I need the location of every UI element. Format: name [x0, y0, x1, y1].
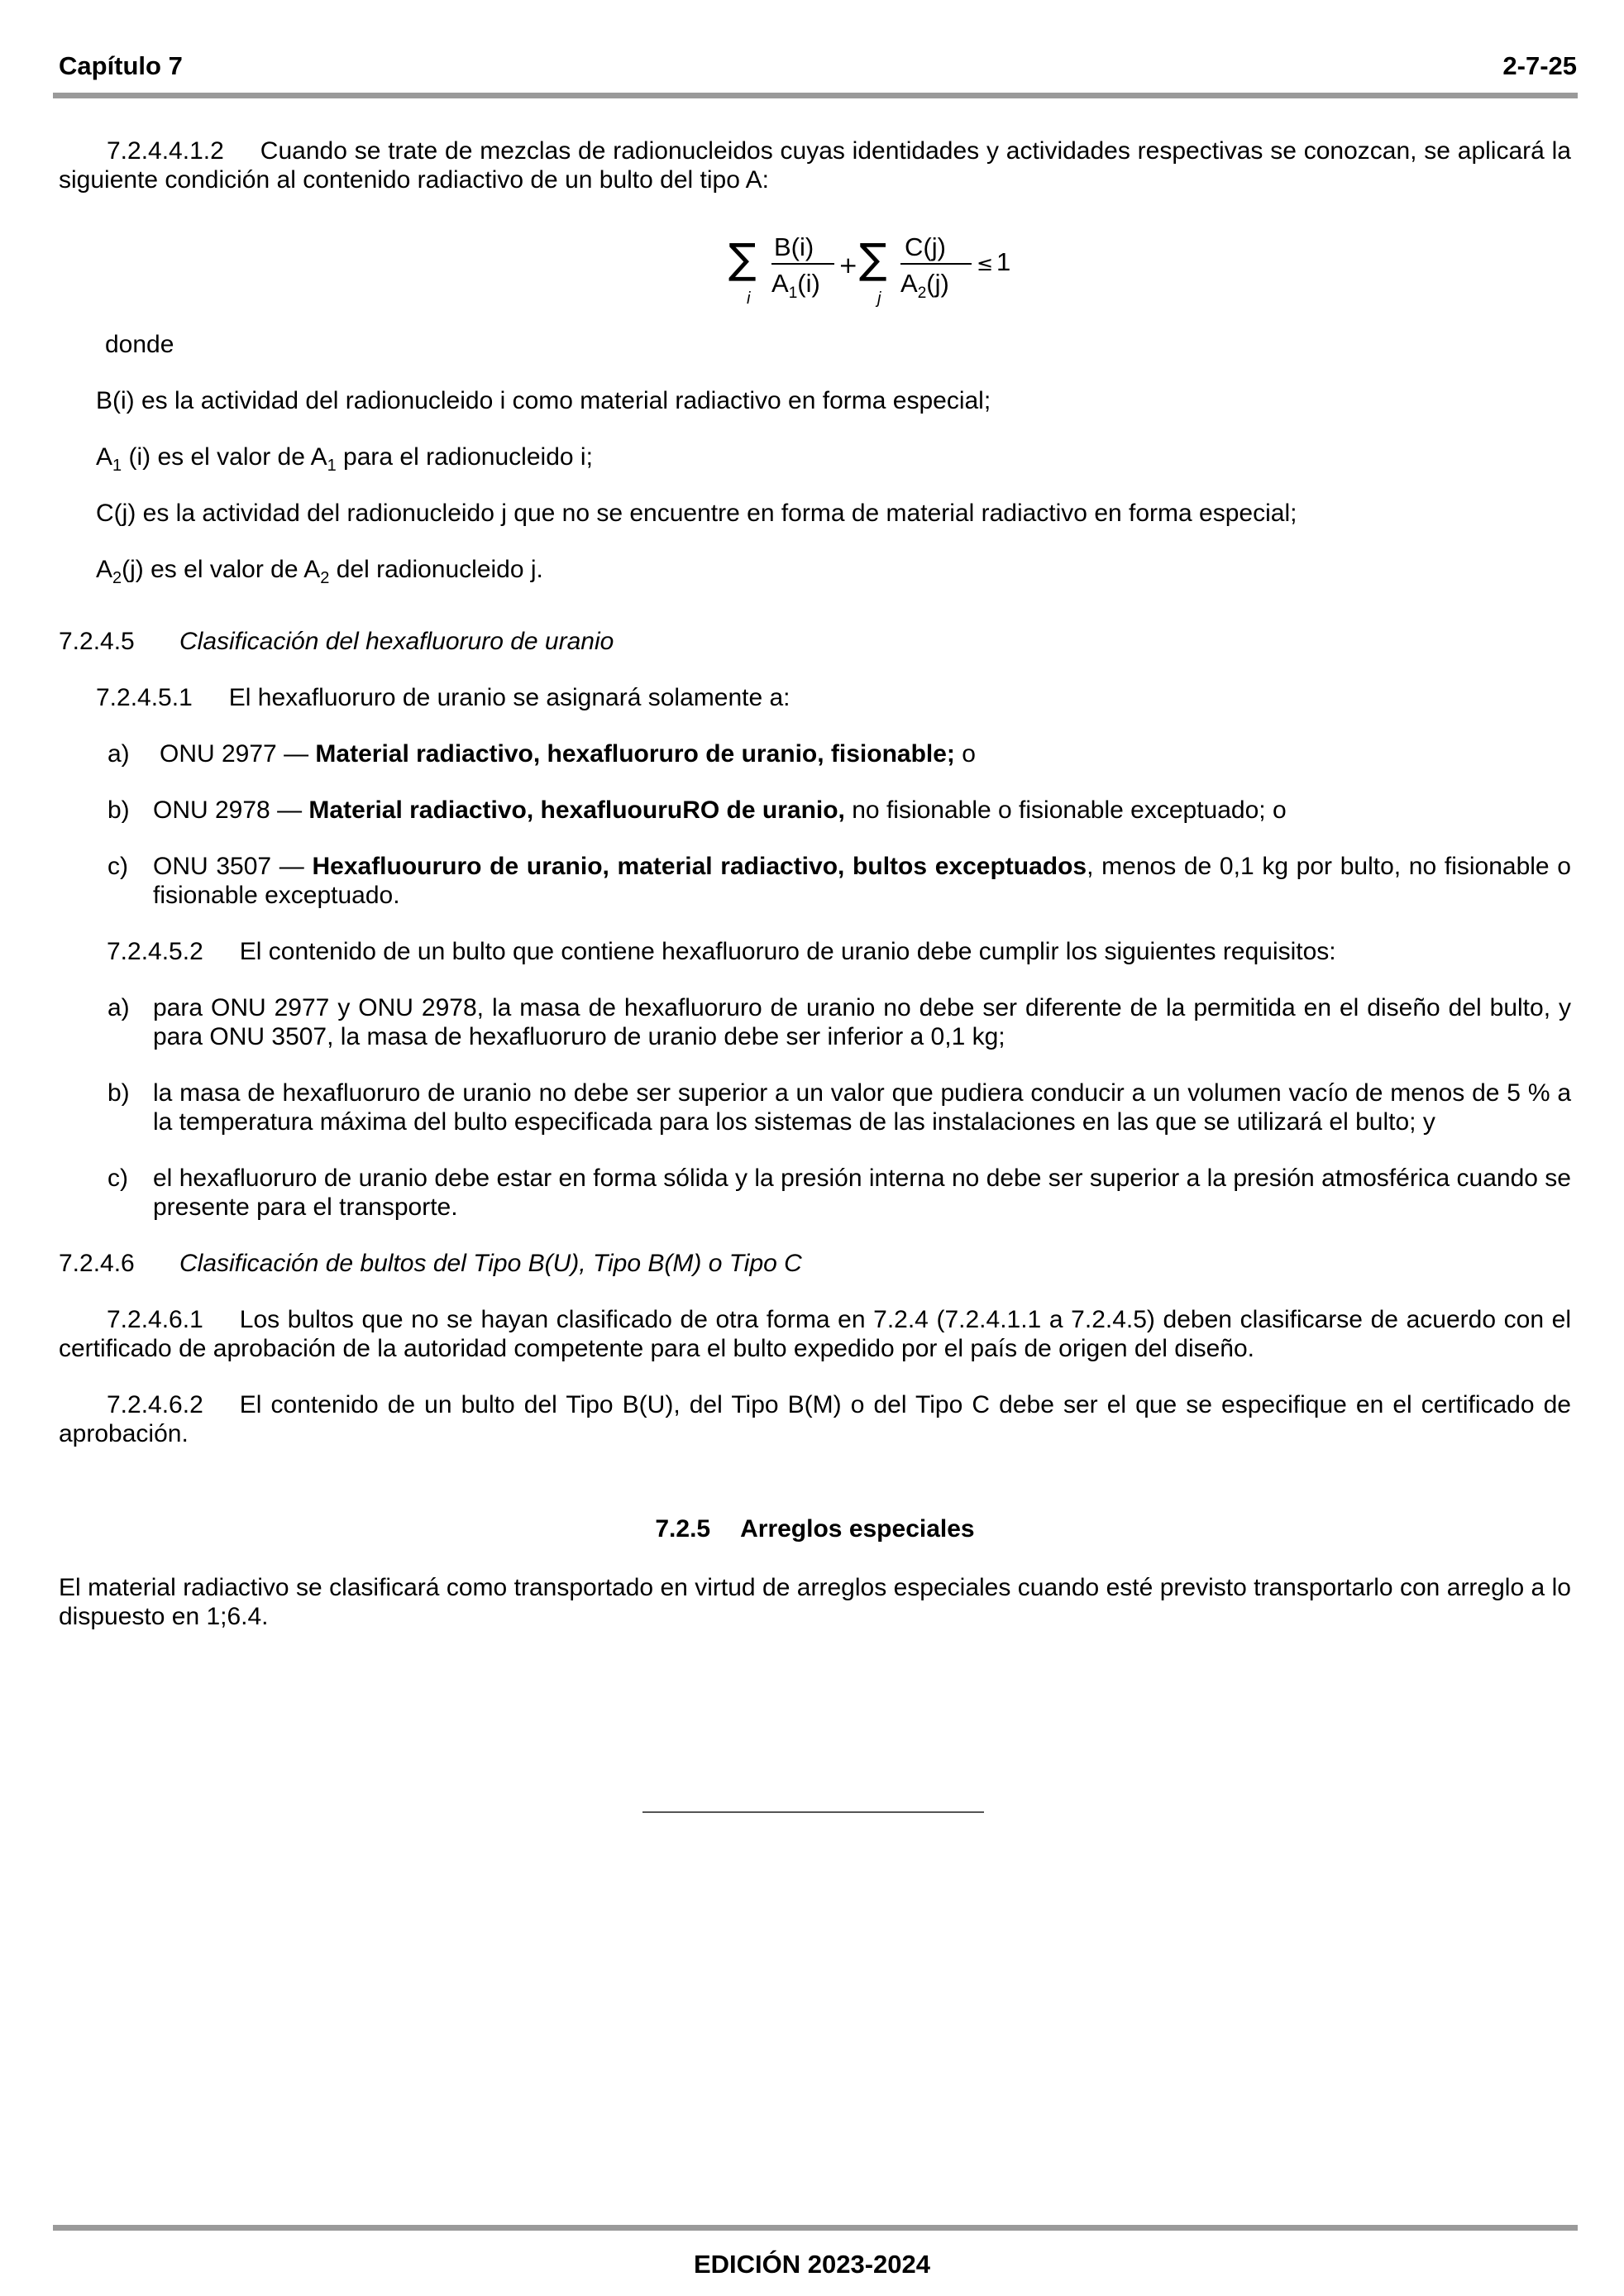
page-header	[59, 51, 1577, 84]
section-title: Clasificación de bultos del Tipo B(U), Tipo B(M) o Tipo C	[179, 1250, 802, 1277]
donde-label: donde	[105, 331, 174, 358]
paragraph-number: 7.2.4.6.1	[107, 1306, 203, 1333]
paragraph-text: El hexafluoruro de uranio se asignará solamente a:	[228, 684, 791, 711]
section-heading-7-2-4-5	[59, 627, 1571, 656]
section-title: Clasificación del hexafluoruro de uranio	[179, 628, 614, 655]
list-item-onu-3507: c) ONU 3507 — Hexafluoururo de uranio, material radiactivo, bultos exceptuados, menos de 0,1 kg por bulto, no fisionable o fisionable exceptuado.	[107, 853, 1571, 909]
formula-graphic	[671, 211, 1068, 335]
section-number: 7.2.5	[655, 1515, 711, 1543]
paragraph-text: El contenido de un bulto del Tipo B(U), del Tipo B(M) o del Tipo C debe ser el que se especifique en el certificado de aprobación.	[59, 1391, 1571, 1447]
page-number: 2-7-25	[1502, 51, 1577, 80]
footer-rule	[53, 2225, 1578, 2231]
paragraph-number: 7.2.4.5.2	[107, 938, 203, 965]
leq-sign: ≤	[977, 252, 994, 275]
section-number: 7.2.4.5	[59, 628, 135, 655]
paragraph-7-2-4-5-1	[59, 683, 1571, 712]
paragraph-number: 7.2.4.4.1.2	[107, 137, 224, 165]
end-of-chapter-rule	[642, 1811, 984, 1813]
section-heading-7-2-4-6	[59, 1249, 1571, 1278]
plus-sign: +	[838, 251, 858, 279]
sigma-symbol-1: ∑	[728, 235, 757, 283]
denominator-a2: $A_2(j)$	[900, 269, 949, 302]
page-footer	[0, 2250, 1624, 2279]
chapter-title: Capítulo 7	[59, 51, 183, 80]
sigma-symbol-2: ∑	[859, 235, 887, 283]
paragraph-number: 7.2.4.5.1	[96, 684, 193, 711]
paragraph-7-2-4-6-1	[59, 1305, 1571, 1363]
requirement-b: b) la masa de hexafluoruro de uranio no debe ser superior a un valor que pudiera conducir a un volumen vacío de menos de 5 % a la temperatura máxima del bulto especificada para los sistemas de las instalaciones en las que se utilizará el bulto; y	[107, 1079, 1571, 1136]
definition-c: C(j) es la actividad del radionucleido j que no se encuentre en forma de material radiactivo en forma especial;	[96, 500, 1297, 527]
paragraph-7-2-4-6-2	[59, 1390, 1571, 1448]
definition-a2: $A_2(j)$ es el valor de $A_2$ del radionucleido j.	[96, 556, 543, 587]
numerator-c: C(j)	[905, 232, 946, 261]
list-item-onu-2978: b) ONU 2978 — Material radiactivo, hexafluouruRO de uranio, no fisionable o fisionable exceptuado; o	[107, 796, 1287, 824]
denominator-a1: $A_1(i)$	[771, 269, 820, 302]
section-heading-7-2-5	[59, 1514, 1571, 1543]
numerator-b: B(i)	[774, 232, 814, 261]
section-title: Arreglos especiales	[740, 1515, 975, 1543]
edition-label: EDICIÓN 2023-2024	[693, 2250, 931, 2279]
document-body	[59, 136, 1571, 1631]
definition-a1: $A_1$ (i) es el valor de $A_1$ para el radionucleido i;	[96, 443, 593, 475]
activity-formula	[59, 211, 1571, 335]
paragraph-text: Los bultos que no se hayan clasificado de otra forma en 7.2.4 (7.2.4.1.1 a 7.2.4.5) deben clasificarse de acuerdo con el certificado de aprobación de la autoridad competente para el bulto expedido por el país de origen del diseño.	[59, 1306, 1571, 1362]
paragraph-7-2-5: El material radiactivo se clasificará como transportado en virtud de arreglos especiales cuando esté previsto transportarlo con arreglo a lo dispuesto en 1;6.4.	[59, 1574, 1571, 1630]
list-item-onu-2977: a) ONU 2977 — Material radiactivo, hexafluoruro de uranio, fisionable; o	[107, 740, 976, 768]
definitions-list	[59, 386, 1571, 587]
paragraph-number: 7.2.4.6.2	[107, 1391, 203, 1418]
sum-index-j: j	[877, 289, 881, 308]
section-number: 7.2.4.6	[59, 1250, 135, 1277]
paragraph-7-2-4-5-2	[59, 937, 1571, 966]
sum-index-i: i	[747, 289, 751, 308]
header-rule	[53, 93, 1578, 98]
paragraph-text: Cuando se trate de mezclas de radionucleidos cuyas identidades y actividades respectivas se conozcan, se aplicará la siguiente condición al contenido radiactivo de un bulto del tipo A:	[59, 137, 1571, 194]
paragraph-text: El contenido de un bulto que contiene hexafluoruro de uranio debe cumplir los siguientes requisitos:	[239, 938, 1336, 965]
paragraph-7-2-4-4-1-2	[59, 136, 1571, 194]
requirement-c: c) el hexafluoruro de uranio debe estar en forma sólida y la presión interna no debe ser superior a la presión atmosférica cuando se presente para el transporte.	[107, 1165, 1571, 1221]
requirement-a: a) para ONU 2977 y ONU 2978, la masa de hexafluoruro de uranio no debe ser diferente de la permitida en el diseño del bulto, y para ONU 3507, la masa de hexafluoruro de uranio debe ser inferior a 0,1 kg;	[107, 994, 1571, 1050]
formula-one: 1	[996, 247, 1011, 276]
definition-b: B(i) es la actividad del radionucleido i como material radiactivo en forma especial;	[96, 387, 991, 414]
